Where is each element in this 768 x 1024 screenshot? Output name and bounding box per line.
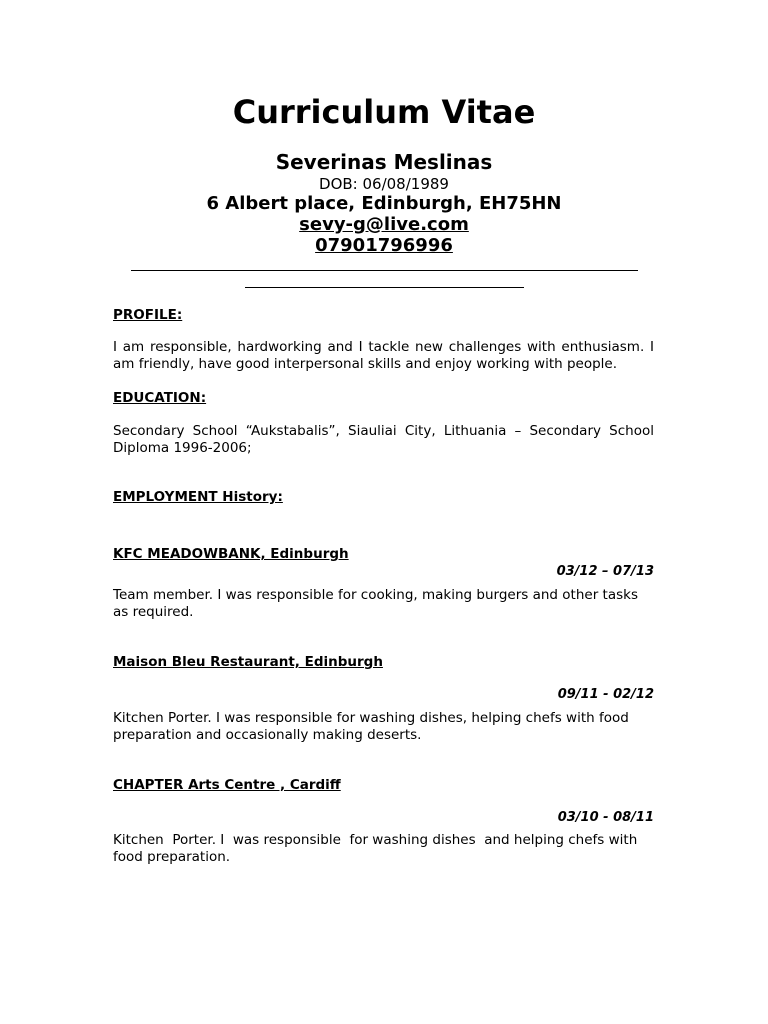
email-link[interactable]: sevy-g@live.com [299,214,469,235]
document-title: Curriculum Vitae [232,93,536,131]
profile-text: I am responsible, hardworking and I tackle new challenges with enthusiasm. I am friendly, have good interpersonal skills and enjoy working with people. [113,339,654,372]
phone-number: 07901796996 [315,235,453,256]
education-text: Secondary School “Aukstabalis”, Siauliai City, Lithuania – Secondary School Diploma 1996-2006; [113,423,654,456]
date-of-birth: DOB: 06/08/1989 [319,175,449,193]
employment-heading-label: EMPLOYMENT History [113,489,278,505]
divider-line [131,270,638,271]
job-employer: CHAPTER Arts Centre , Cardiff [113,777,341,793]
job-dates: 03/12 – 07/13 [556,564,654,579]
job-description: Kitchen Porter. I was responsible for washing dishes and helping chefs with food preparation. [113,832,642,865]
job-employer: KFC MEADOWBANK, Edinburgh [113,546,349,562]
profile-heading: PROFILE: [113,307,183,323]
job-description: Team member. I was responsible for cooking, making burgers and other tasks as required. [113,587,639,620]
candidate-name: Severinas Meslinas [275,150,493,174]
job-description: Kitchen Porter. I was responsible for washing dishes, helping chefs with food preparation and occasionally making deserts. [113,710,629,743]
employment-heading-colon: : [277,489,283,505]
job-dates: 09/11 - 02/12 [557,687,654,702]
job-employer: Maison Bleu Restaurant, Edinburgh [113,654,383,670]
address: 6 Albert place, Edinburgh, EH75HN [206,193,562,214]
divider-line-short [245,287,524,288]
job-dates: 03/10 - 08/11 [557,810,654,825]
employment-heading [113,489,283,506]
education-heading: EDUCATION: [113,390,207,406]
